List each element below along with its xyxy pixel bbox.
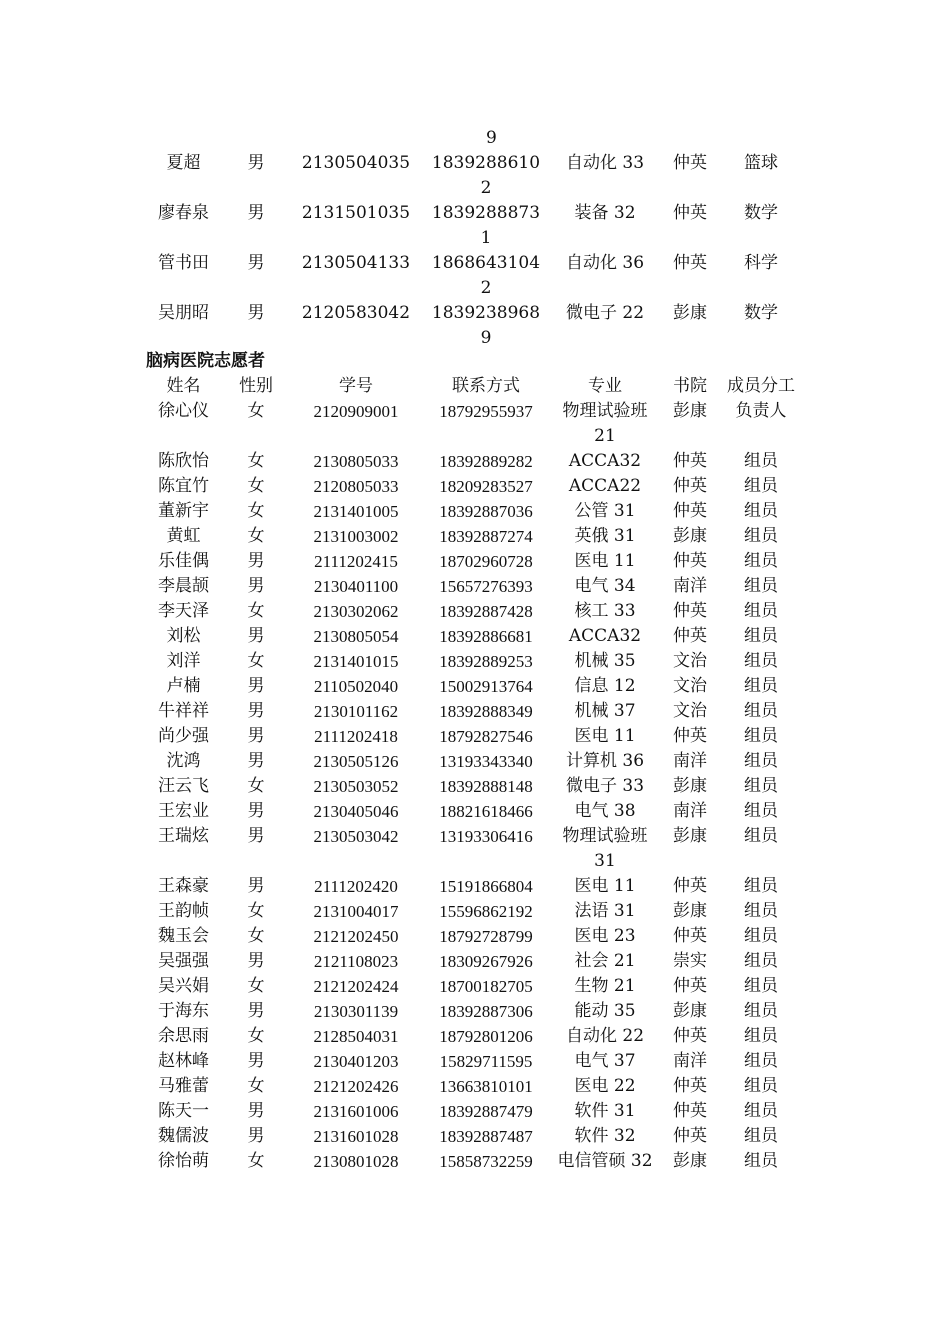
cell-role: 组员 <box>744 501 778 521</box>
cell-phone: 15829711595 <box>439 1052 533 1071</box>
cell-role: 篮球 <box>744 153 778 173</box>
cell-gender: 女 <box>247 651 265 671</box>
cell-gender: 男 <box>247 1126 265 1146</box>
cell-major: 自动化 36 <box>565 253 645 273</box>
table-row <box>146 474 801 499</box>
cell-college: 仲英 <box>673 476 707 496</box>
cell-role: 组员 <box>744 676 778 696</box>
cell-name: 卢楠 <box>166 676 201 696</box>
cell-phone: 18702960728 <box>439 552 533 571</box>
cell-role: 组员 <box>744 951 778 971</box>
table-row <box>146 449 801 474</box>
cell-student-id: 2130503052 <box>313 777 399 796</box>
header-student-id: 学号 <box>339 376 373 396</box>
cell-college: 仲英 <box>673 1126 707 1146</box>
cell-college: 仲英 <box>673 976 707 996</box>
cell-name: 徐怡萌 <box>158 1151 209 1171</box>
cell-name: 王宏业 <box>158 801 209 821</box>
table-row <box>146 949 801 974</box>
table-row <box>146 924 801 949</box>
cell-major: 物理试验班 21 <box>562 401 648 446</box>
cell-major: 电气 37 <box>574 1051 636 1071</box>
table-row <box>146 1024 801 1049</box>
cell-major: 法语 31 <box>574 901 636 921</box>
cell-college: 彭康 <box>673 303 707 323</box>
cell-name: 余思雨 <box>158 1026 209 1046</box>
table-row <box>146 1049 801 1074</box>
cell-college: 崇实 <box>673 951 707 971</box>
cell-name: 马雅蕾 <box>158 1076 209 1096</box>
cell-gender: 男 <box>247 676 265 696</box>
cell-role: 组员 <box>744 826 778 846</box>
cell-college: 仲英 <box>673 501 707 521</box>
cell-student-id: 2131601006 <box>313 1102 399 1121</box>
cell-college: 彭康 <box>673 901 707 921</box>
brain-hospital-volunteer-table <box>146 374 801 1174</box>
cell-major: ACCA32 <box>568 451 642 471</box>
cell-name: 刘松 <box>166 626 201 646</box>
table-row <box>146 749 801 774</box>
cell-role: 组员 <box>744 726 778 746</box>
cell-phone: 18821618466 <box>439 802 533 821</box>
cell-college: 彭康 <box>673 776 707 796</box>
cell-phone: 13663810101 <box>439 1077 533 1096</box>
cell-phone: 18792827546 <box>439 727 533 746</box>
cell-student-id: 2120805033 <box>313 477 399 496</box>
cell-college: 仲英 <box>673 551 707 571</box>
cell-phone: 18700182705 <box>439 977 533 996</box>
cell-student-id: 2111202420 <box>314 877 398 896</box>
cell-name: 陈宜竹 <box>158 476 209 496</box>
cell-role: 组员 <box>744 976 778 996</box>
cell-role: 数学 <box>744 203 778 223</box>
header-gender: 性别 <box>239 376 273 396</box>
cell-name: 陈欣怡 <box>158 451 209 471</box>
phone-line: 1839288610 <box>431 153 541 173</box>
section-title: 脑病医院志愿者 <box>146 351 265 371</box>
volunteer-table-continued <box>146 151 801 351</box>
cell-student-id: 2130805033 <box>313 452 399 471</box>
table-row <box>146 999 801 1024</box>
cell-role: 科学 <box>744 253 778 273</box>
cell-phone: 18392887479 <box>439 1102 533 1121</box>
cell-role: 组员 <box>744 926 778 946</box>
table-row <box>146 1149 801 1174</box>
cell-major: 物理试验班 31 <box>562 826 648 871</box>
table-row <box>146 1099 801 1124</box>
cell-major: 英俄 31 <box>574 526 636 546</box>
cell-student-id: 2131401005 <box>313 502 399 521</box>
table-header-row <box>146 374 801 399</box>
cell-gender: 女 <box>247 776 265 796</box>
cell-student-id: 2130301139 <box>313 1002 399 1021</box>
cell-phone: 13193306416 <box>439 827 533 846</box>
cell-major: 软件 31 <box>574 1101 636 1121</box>
cell-role: 组员 <box>744 601 778 621</box>
cell-gender: 男 <box>247 801 265 821</box>
cell-phone: 18392889282 <box>439 452 533 471</box>
cell-major: 医电 11 <box>574 551 636 571</box>
table-row <box>146 699 801 724</box>
cell-gender: 男 <box>247 876 265 896</box>
table-row <box>146 799 801 824</box>
cell-gender: 女 <box>247 601 265 621</box>
cell-student-id: 2131501035 <box>301 203 411 223</box>
cell-name: 沈鸿 <box>166 751 201 771</box>
cell-name: 徐心仪 <box>158 401 209 421</box>
cell-name: 董新宇 <box>158 501 209 521</box>
table-row <box>146 874 801 899</box>
table-row <box>146 774 801 799</box>
cell-name: 李晨颉 <box>158 576 209 596</box>
table-row <box>146 201 801 251</box>
cell-student-id: 2121202424 <box>313 977 399 996</box>
table-row <box>146 524 801 549</box>
table-row <box>146 899 801 924</box>
cell-college: 南洋 <box>673 751 707 771</box>
cell-college: 彭康 <box>673 1151 707 1171</box>
cell-student-id: 2130401100 <box>313 577 399 596</box>
cell-major: 公管 31 <box>574 501 636 521</box>
cell-role: 组员 <box>744 1001 778 1021</box>
cell-major: 微电子 33 <box>565 776 645 796</box>
cell-phone: 18392889253 <box>439 652 533 671</box>
cell-name: 汪云飞 <box>158 776 209 796</box>
header-major: 专业 <box>588 376 622 396</box>
cell-role: 组员 <box>744 451 778 471</box>
cell-major: 计算机 36 <box>565 751 645 771</box>
cell-phone: 15657276393 <box>439 577 533 596</box>
table-row <box>146 1124 801 1149</box>
cell-phone: 18309267926 <box>439 952 533 971</box>
cell-phone: 15596862192 <box>439 902 533 921</box>
table-row <box>146 724 801 749</box>
cell-gender: 男 <box>247 951 265 971</box>
cell-phone: 18792728799 <box>439 927 533 946</box>
table-row <box>146 251 801 301</box>
table-row <box>146 599 801 624</box>
cell-major: 电气 38 <box>574 801 636 821</box>
cell-phone <box>421 251 551 301</box>
cell-name: 吴强强 <box>158 951 209 971</box>
header-college: 书院 <box>673 376 707 396</box>
cell-student-id: 2130504035 <box>301 153 411 173</box>
cell-college: 南洋 <box>673 576 707 596</box>
cell-college: 仲英 <box>673 153 707 173</box>
cell-phone: 18792801206 <box>439 1027 533 1046</box>
cell-student-id: 2131601028 <box>313 1127 399 1146</box>
cell-student-id: 2120583042 <box>301 303 411 323</box>
cell-student-id: 2120909001 <box>313 402 399 421</box>
phone-line-wrap: 1 <box>480 228 492 248</box>
cell-gender: 男 <box>247 1051 265 1071</box>
cell-college: 仲英 <box>673 1101 707 1121</box>
header-role: 成员分工 <box>727 376 795 396</box>
cell-role: 组员 <box>744 1101 778 1121</box>
cell-major: 机械 35 <box>574 651 636 671</box>
cell-student-id: 2121202450 <box>313 927 399 946</box>
table-row <box>146 1074 801 1099</box>
cell-gender: 男 <box>247 551 265 571</box>
table-row <box>146 499 801 524</box>
cell-role: 组员 <box>744 1051 778 1071</box>
cell-gender: 男 <box>247 701 265 721</box>
cell-name: 王韵帧 <box>158 901 209 921</box>
cell-name: 魏儒波 <box>158 1126 209 1146</box>
cell-college: 彭康 <box>673 1001 707 1021</box>
cell-name: 吴兴娟 <box>158 976 209 996</box>
cell-role: 组员 <box>744 626 778 646</box>
cell-student-id: 2131004017 <box>313 902 399 921</box>
cell-role: 负责人 <box>735 401 787 421</box>
cell-college: 文治 <box>673 676 707 696</box>
cell-gender: 男 <box>247 626 265 646</box>
cell-role: 组员 <box>744 551 778 571</box>
cell-role: 组员 <box>744 876 778 896</box>
cell-gender: 女 <box>247 976 265 996</box>
cell-college: 仲英 <box>673 876 707 896</box>
cell-phone <box>421 201 551 251</box>
cell-major: 装备 32 <box>574 203 636 223</box>
cell-major: 电气 34 <box>574 576 636 596</box>
cell-gender: 男 <box>247 203 265 223</box>
cell-major: ACCA32 <box>568 626 642 646</box>
phone-line-wrap: 9 <box>480 328 492 348</box>
cell-college: 仲英 <box>673 726 707 746</box>
cell-name: 刘洋 <box>166 651 201 671</box>
cell-name: 牛祥祥 <box>158 701 209 721</box>
cell-student-id: 2130401203 <box>313 1052 399 1071</box>
cell-phone: 18792955937 <box>439 402 533 421</box>
cell-role: 组员 <box>744 1151 778 1171</box>
table-row <box>146 151 801 201</box>
cell-major: 医电 23 <box>574 926 636 946</box>
cell-gender: 男 <box>247 253 265 273</box>
cell-phone: 13193343340 <box>439 752 533 771</box>
cell-student-id: 2130503042 <box>313 827 399 846</box>
cell-name: 王森豪 <box>158 876 209 896</box>
cell-role: 组员 <box>744 751 778 771</box>
table-row <box>146 399 801 449</box>
cell-college: 仲英 <box>673 626 707 646</box>
cell-gender: 女 <box>247 926 265 946</box>
table-row <box>146 824 801 874</box>
cell-name: 廖春泉 <box>158 203 209 223</box>
cell-name: 黄虹 <box>166 526 201 546</box>
cell-major: 自动化 33 <box>565 153 645 173</box>
cell-major: ACCA22 <box>568 476 642 496</box>
cell-gender: 男 <box>247 726 265 746</box>
cell-name: 尚少强 <box>158 726 209 746</box>
phone-line-wrap: 2 <box>480 178 492 198</box>
cell-gender: 男 <box>247 751 265 771</box>
cell-college: 仲英 <box>673 253 707 273</box>
cell-role: 组员 <box>744 576 778 596</box>
cell-phone: 15002913764 <box>439 677 533 696</box>
header-name: 姓名 <box>166 376 201 396</box>
cell-student-id: 2130302062 <box>313 602 399 621</box>
cell-name: 乐佳偶 <box>158 551 209 571</box>
cell-phone: 18209283527 <box>439 477 533 496</box>
cell-gender: 女 <box>247 901 265 921</box>
cell-phone: 18392887487 <box>439 1127 533 1146</box>
table-row <box>146 974 801 999</box>
cell-major: 社会 21 <box>574 951 636 971</box>
cell-college: 仲英 <box>673 1076 707 1096</box>
cell-major: 软件 32 <box>574 1126 636 1146</box>
cell-role: 组员 <box>744 1126 778 1146</box>
cell-college: 南洋 <box>673 1051 707 1071</box>
cell-major: 医电 11 <box>574 876 636 896</box>
cell-gender: 女 <box>247 1076 265 1096</box>
cell-student-id: 2130101162 <box>313 702 399 721</box>
cell-student-id: 2111202418 <box>314 727 398 746</box>
cell-name: 管书田 <box>158 253 209 273</box>
cell-gender: 男 <box>247 1001 265 1021</box>
cell-college: 彭康 <box>673 526 707 546</box>
cell-student-id: 2121202426 <box>313 1077 399 1096</box>
cell-student-id: 2130801028 <box>313 1152 399 1171</box>
cell-name: 李天泽 <box>158 601 209 621</box>
cell-major: 信息 12 <box>574 676 636 696</box>
cell-name: 陈天一 <box>158 1101 209 1121</box>
cell-gender: 女 <box>247 401 265 421</box>
cell-college: 仲英 <box>673 1026 707 1046</box>
cell-name: 夏超 <box>166 153 201 173</box>
cell-name: 于海东 <box>158 1001 209 1021</box>
cell-major: 医电 11 <box>574 726 636 746</box>
cell-phone: 18392888349 <box>439 702 533 721</box>
cell-college: 南洋 <box>673 801 707 821</box>
cell-phone: 18392888148 <box>439 777 533 796</box>
cell-college: 文治 <box>673 651 707 671</box>
phone-line: 1839238968 <box>431 303 541 323</box>
cell-phone: 18392886681 <box>439 627 533 646</box>
cell-gender: 女 <box>247 501 265 521</box>
cell-student-id: 2130405046 <box>313 802 399 821</box>
cell-student-id: 2130504133 <box>301 253 411 273</box>
cell-major: 自动化 22 <box>565 1026 645 1046</box>
cell-student-id: 2128504031 <box>313 1027 399 1046</box>
cell-student-id: 2130505126 <box>313 752 399 771</box>
cell-gender: 男 <box>247 826 265 846</box>
header-phone: 联系方式 <box>452 376 520 396</box>
cell-gender: 男 <box>247 1101 265 1121</box>
cell-phone: 18392887306 <box>439 1002 533 1021</box>
phone-line: 1868643104 <box>431 253 541 273</box>
cell-college: 仲英 <box>673 203 707 223</box>
cell-gender: 男 <box>247 576 265 596</box>
cell-college: 彭康 <box>673 826 707 846</box>
cell-gender: 女 <box>247 1151 265 1171</box>
cell-college: 彭康 <box>673 401 707 421</box>
cell-name: 赵林峰 <box>158 1051 209 1071</box>
cell-major: 生物 21 <box>574 976 636 996</box>
cell-student-id: 2131401015 <box>313 652 399 671</box>
cell-role: 组员 <box>744 901 778 921</box>
cell-phone: 18392887036 <box>439 502 533 521</box>
cell-role: 组员 <box>744 651 778 671</box>
cell-role: 组员 <box>744 701 778 721</box>
cell-major: 医电 22 <box>574 1076 636 1096</box>
cell-student-id: 2131003002 <box>313 527 399 546</box>
cell-student-id: 2110502040 <box>313 677 399 696</box>
cell-phone: 18392887428 <box>439 602 533 621</box>
cell-gender: 女 <box>247 451 265 471</box>
cell-major: 机械 37 <box>574 701 636 721</box>
cell-student-id: 2111202415 <box>314 552 398 571</box>
cell-name: 王瑞炫 <box>158 826 209 846</box>
cell-phone: 15858732259 <box>439 1152 533 1171</box>
cell-college: 仲英 <box>673 601 707 621</box>
table-row <box>146 301 801 351</box>
cell-role: 数学 <box>744 303 778 323</box>
cell-phone: 18392887274 <box>439 527 533 546</box>
table-row <box>146 624 801 649</box>
continued-phone-digit: 9 <box>486 128 497 148</box>
cell-major: 微电子 22 <box>565 303 645 323</box>
table-row <box>146 674 801 699</box>
cell-college: 仲英 <box>673 451 707 471</box>
phone-line: 1839288873 <box>431 203 541 223</box>
cell-student-id: 2121108023 <box>313 952 399 971</box>
cell-role: 组员 <box>744 476 778 496</box>
table-row <box>146 574 801 599</box>
cell-phone <box>421 151 551 201</box>
cell-role: 组员 <box>744 801 778 821</box>
cell-gender: 女 <box>247 526 265 546</box>
cell-gender: 男 <box>247 153 265 173</box>
table-row <box>146 549 801 574</box>
cell-gender: 女 <box>247 476 265 496</box>
cell-role: 组员 <box>744 1076 778 1096</box>
cell-name: 魏玉会 <box>158 926 209 946</box>
cell-name: 吴朋昭 <box>158 303 209 323</box>
cell-college: 仲英 <box>673 926 707 946</box>
cell-phone <box>421 301 551 351</box>
phone-line-wrap: 2 <box>480 278 492 298</box>
cell-phone: 15191866804 <box>439 877 533 896</box>
cell-role: 组员 <box>744 526 778 546</box>
cell-role: 组员 <box>744 776 778 796</box>
cell-student-id: 2130805054 <box>313 627 399 646</box>
cell-gender: 女 <box>247 1026 265 1046</box>
cell-major: 核工 33 <box>574 601 636 621</box>
cell-gender: 男 <box>247 303 265 323</box>
cell-major: 电信管硕 32 <box>557 1151 653 1171</box>
cell-major: 能动 35 <box>574 1001 636 1021</box>
table-row <box>146 649 801 674</box>
cell-role: 组员 <box>744 1026 778 1046</box>
cell-college: 文治 <box>673 701 707 721</box>
